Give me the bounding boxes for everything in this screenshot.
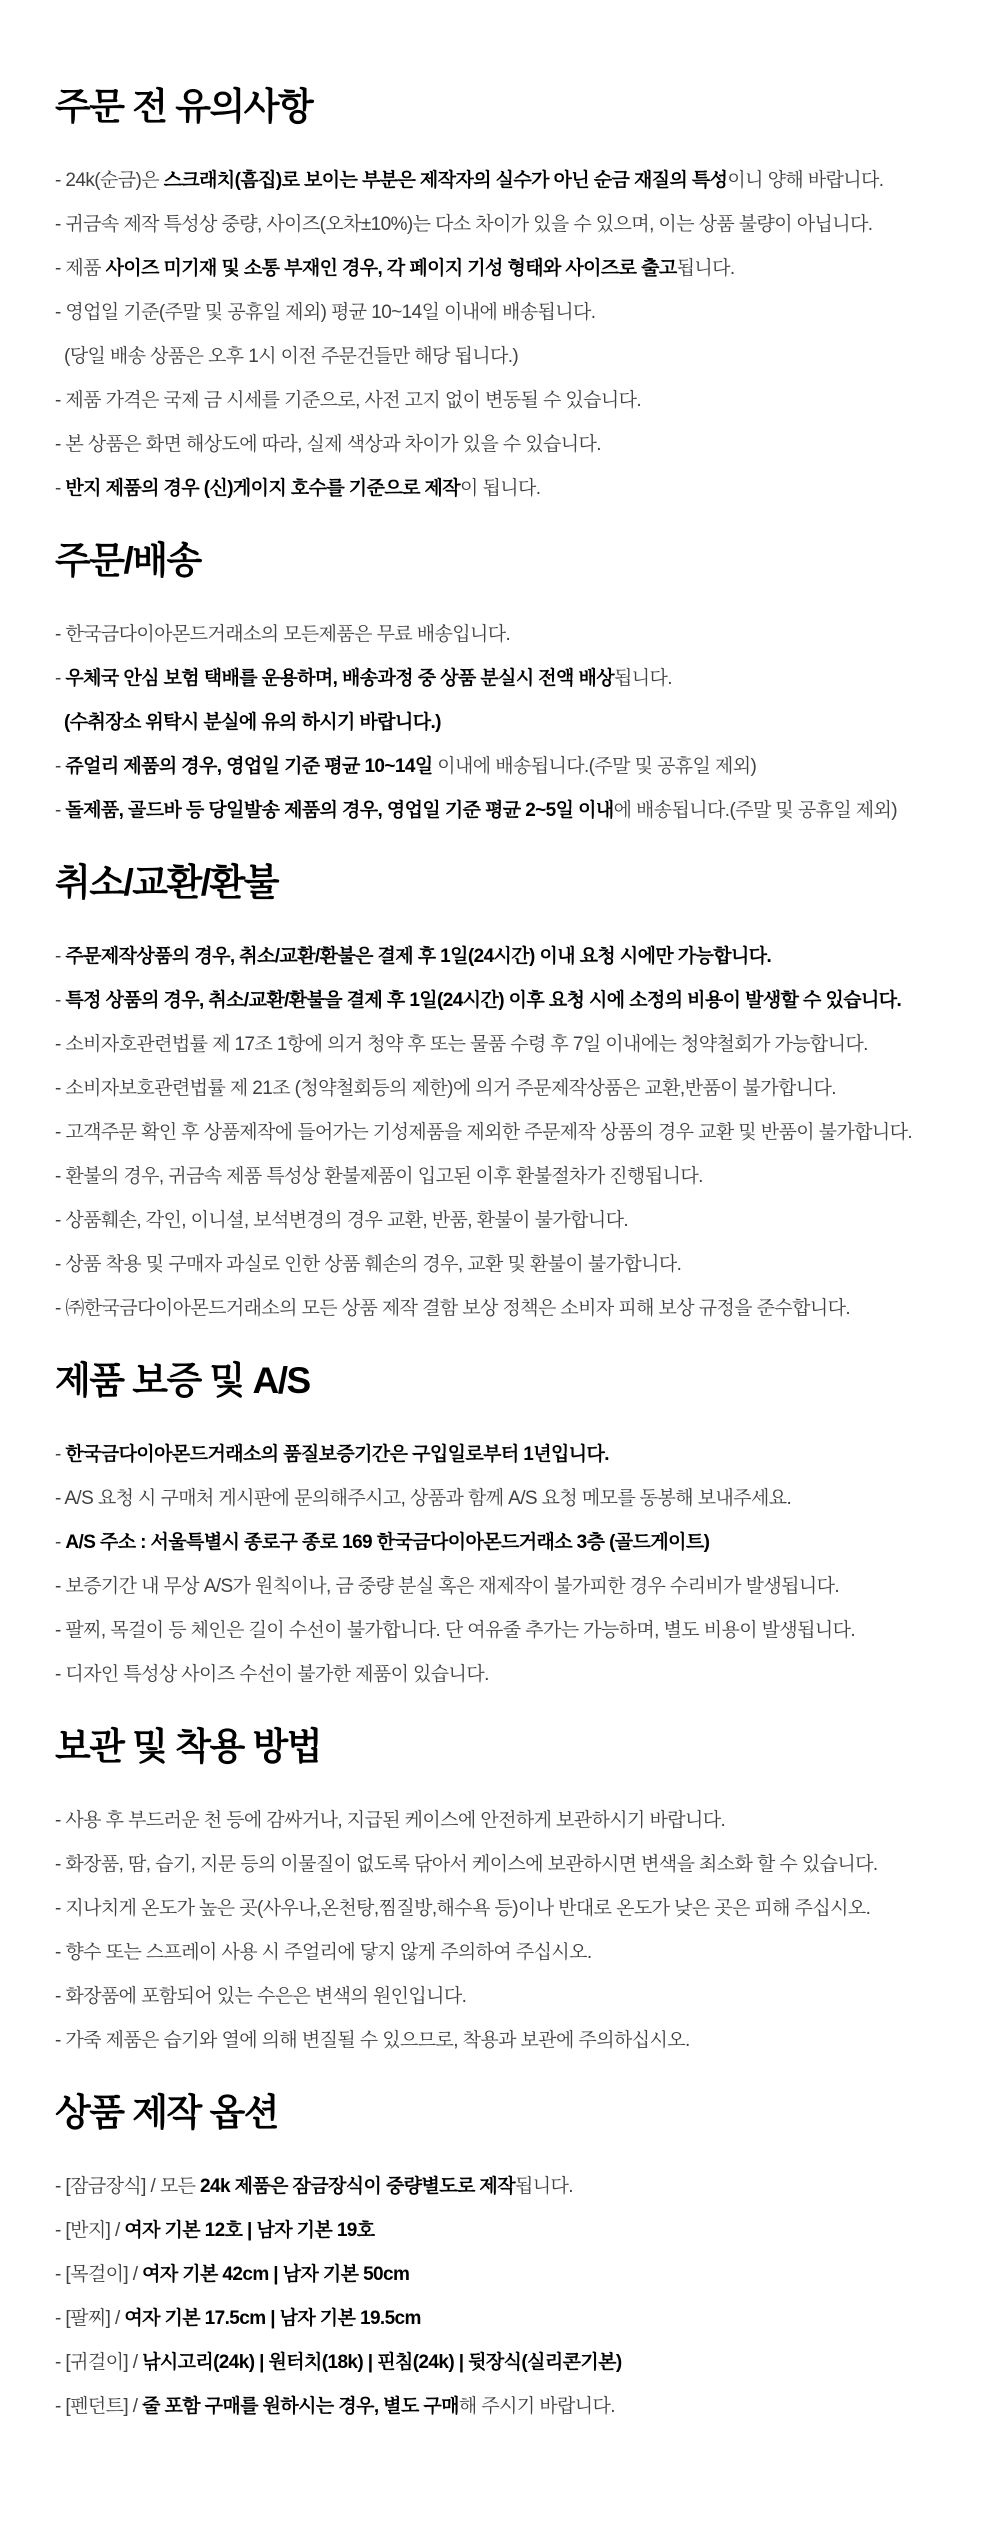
notice-text: - 화장품, 땀, 습기, 지문 등의 이물질이 없도록 닦아서 케이스에 보관하시면 변색을 최소화 할 수 있습니다.: [55, 1854, 878, 1875]
notice-text: - 소비자호관련법률 제 17조 1항에 의거 청약 후 또는 물품 수령 후 7일 이내에는 청약철회가 가능합니다.: [55, 1034, 868, 1055]
notice-text: - 화장품에 포함되어 있는 수은은 변색의 원인입니다.: [55, 1986, 467, 2007]
notice-text: - 제품 가격은 국제 금 시세를 기준으로, 사전 고지 없이 변동될 수 있습니다.: [55, 390, 642, 411]
notice-text: -: [55, 990, 66, 1011]
section-pre-order-notices: [55, 85, 970, 501]
notice-item: [55, 755, 970, 779]
notice-text: - 상품 착용 및 구매자 과실로 인한 상품 훼손의 경우, 교환 및 환불이 불가합니다.: [55, 1254, 682, 1275]
notice-text-bold: (수취장소 위탁시 분실에 유의 하시기 바랍니다.): [64, 712, 441, 733]
notice-text: - [잠금장식] / 모든: [55, 2176, 201, 2197]
notice-text: - 24k(순금)은: [55, 170, 164, 191]
notice-item: [55, 1897, 970, 1921]
notice-text-bold: 여자 기본 42cm | 남자 기본 50cm: [142, 2264, 410, 2285]
notice-item: [55, 389, 970, 413]
notice-text-bold: 쥬얼리 제품의 경우, 영업일 기준 평균 10~14일: [65, 756, 433, 777]
section-storage-wearing: [55, 1725, 970, 2053]
notice-text: - ㈜한국금다이아몬드거래소의 모든 상품 제작 결함 보상 정책은 소비자 피해 보상 규정을 준수합니다.: [55, 1298, 851, 1319]
notice-text: 됩니다.: [614, 668, 672, 689]
notice-text: -: [55, 946, 66, 967]
notice-item: [55, 169, 970, 193]
notice-text: - 본 상품은 화면 해상도에 따라, 실제 색상과 차이가 있을 수 있습니다.: [55, 434, 601, 455]
notice-text: 됩니다.: [514, 2176, 573, 2197]
notice-text: - 지나치게 온도가 높은 곳(사우나,온천탕,찜질방,해수욕 등)이나 반대로 온도가 낮은 곳은 피해 주십시오.: [55, 1898, 871, 1919]
notice-text: - [팔찌] /: [55, 2308, 125, 2329]
notice-item: [55, 1033, 970, 1057]
notice-text-bold: 여자 기본 17.5cm | 남자 기본 19.5cm: [124, 2308, 421, 2329]
notice-text-bold: 여자 기본 12호 | 남자 기본 19호: [124, 2220, 375, 2241]
section-title-product-options: 상품 제작 옵션: [55, 2092, 279, 2133]
section-title-order-shipping: 주문/배송: [55, 540, 201, 581]
notice-item: [55, 1487, 970, 1511]
notice-text: -: [55, 800, 66, 821]
notice-text: - 소비자보호관련법률 제 21조 (청약철회등의 제한)에 의거 주문제작상품은 교환,반품이 불가합니다.: [55, 1078, 836, 1099]
notice-text: (당일 배송 상품은 오후 1시 이전 주문건들만 해당 됩니다.): [64, 346, 519, 367]
notice-text-bold: 줄 포함 구매를 원하시는 경우, 별도 구매: [142, 2396, 459, 2417]
notice-item: [55, 1253, 970, 1277]
notice-text-bold: A/S 주소 : 서울특별시 종로구 종로 169 한국금다이아몬드거래소 3층 (골드게이트): [65, 1532, 710, 1553]
notice-text: 에 배송됩니다.(주말 및 공휴일 제외): [613, 800, 897, 821]
notice-item: [55, 1165, 970, 1189]
notice-item: [55, 1531, 970, 1555]
notice-text: 이 됩니다.: [460, 478, 541, 499]
notice-item: [55, 1985, 970, 2009]
section-product-options: [55, 2091, 970, 2419]
notice-text: - [펜던트] /: [55, 2396, 143, 2417]
notice-text: 이내에 배송됩니다.(주말 및 공휴일 제외): [432, 756, 757, 777]
notice-item: [55, 1077, 970, 1101]
notice-item: [55, 2395, 970, 2419]
notice-item: [55, 1663, 970, 1687]
notice-item: [55, 1297, 970, 1321]
notice-text: -: [55, 1444, 66, 1465]
notice-text: -: [55, 668, 66, 689]
notice-text: - 디자인 특성상 사이즈 수선이 불가한 제품이 있습니다.: [55, 1664, 489, 1685]
notice-item: [55, 2263, 970, 2287]
notice-text: - [귀걸이] /: [55, 2352, 143, 2373]
notice-text-bold: 특정 상품의 경우, 취소/교환/환불을 결제 후 1일(24시간) 이후 요청 시에 소정의 비용이 발생할 수 있습니다.: [65, 990, 902, 1011]
notice-text: -: [55, 756, 66, 777]
notice-text: - [목걸이] /: [55, 2264, 143, 2285]
notice-text: - 영업일 기준(주말 및 공휴일 제외) 평균 10~14일 이내에 배송됩니다.: [55, 302, 596, 323]
notice-text-bold: 돌제품, 골드바 등 당일발송 제품의 경우, 영업일 기준 평균 2~5일 이내: [65, 800, 614, 821]
notice-item: [55, 799, 970, 823]
notice-text: 됩니다.: [676, 258, 735, 279]
notice-text: 해 주시기 바랍니다.: [458, 2396, 615, 2417]
section-title-storage-wearing: 보관 및 착용 방법: [55, 1726, 322, 1767]
notice-text: - [반지] /: [55, 2220, 125, 2241]
notice-item: [55, 711, 970, 735]
notice-item: [55, 477, 970, 501]
notice-item: [55, 2029, 970, 2053]
notice-text: - 사용 후 부드러운 천 등에 감싸거나, 지급된 케이스에 안전하게 보관하시기 바랍니다.: [55, 1810, 726, 1831]
notice-item: [55, 945, 970, 969]
notice-item: [55, 433, 970, 457]
notice-text-bold: 주문제작상품의 경우, 취소/교환/환불은 결제 후 1일(24시간) 이내 요청 시에만 가능합니다.: [65, 946, 772, 967]
notice-item: [55, 213, 970, 237]
notice-item: [55, 2307, 970, 2331]
notice-text: - 보증기간 내 무상 A/S가 원칙이나, 금 중량 분실 혹은 재제작이 불가피한 경우 수리비가 발생됩니다.: [55, 1576, 840, 1597]
section-title-pre-order-notices: 주문 전 유의사항: [55, 86, 313, 127]
notice-text-bold: 한국금다이아몬드거래소의 품질보증기간은 구입일로부터 1년입니다.: [65, 1444, 609, 1465]
notice-text: -: [55, 1532, 66, 1553]
notice-text: - 제품: [55, 258, 106, 279]
section-cancel-exchange-refund: [55, 861, 970, 1321]
notice-text: - 고객주문 확인 후 상품제작에 들어가는 기성제품을 제외한 주문제작 상품의 경우 교환 및 반품이 불가합니다.: [55, 1122, 913, 1143]
notice-item: [55, 1809, 970, 1833]
notice-item: [55, 1575, 970, 1599]
notice-item: [55, 257, 970, 281]
notice-text: - A/S 요청 시 구매처 게시판에 문의해주시고, 상품과 함께 A/S 요청 메모를 동봉해 보내주세요.: [55, 1488, 792, 1509]
notice-item: [55, 989, 970, 1013]
notice-item: [55, 623, 970, 647]
notice-item: [55, 1853, 970, 1877]
notice-text-bold: 반지 제품의 경우 (신)게이지 호수를 기준으로 제작: [65, 478, 461, 499]
notice-item: [55, 2219, 970, 2243]
notice-item: [55, 1121, 970, 1145]
notice-item: [55, 1941, 970, 1965]
notice-text-bold: 사이즈 미기재 및 소통 부재인 경우, 각 페이지 기성 형태와 사이즈로 출고: [105, 258, 677, 279]
notice-item: [55, 1443, 970, 1467]
section-order-shipping: [55, 539, 970, 823]
notice-item: [55, 2175, 970, 2199]
notice-text: - 팔찌, 목걸이 등 체인은 길이 수선이 불가합니다. 단 여유줄 추가는 가능하며, 별도 비용이 발생됩니다.: [55, 1620, 856, 1641]
notice-text: - 가죽 제품은 습기와 열에 의해 변질될 수 있으므로, 착용과 보관에 주의하십시오.: [55, 2030, 690, 2051]
notice-item: [55, 301, 970, 325]
notice-item: [55, 2351, 970, 2375]
section-title-warranty-as: 제품 보증 및 A/S: [55, 1360, 310, 1401]
notice-text: -: [55, 478, 66, 499]
notice-text-bold: 스크래치(흠집)로 보이는 부분은 제작자의 실수가 아닌 순금 재질의 특성: [163, 170, 728, 191]
section-title-cancel-exchange-refund: 취소/교환/환불: [55, 862, 279, 903]
notice-text: - 환불의 경우, 귀금속 제품 특성상 환불제품이 입고된 이후 환불절차가 진행됩니다.: [55, 1166, 703, 1187]
section-warranty-as: [55, 1359, 970, 1687]
notice-text: - 귀금속 제작 특성상 중량, 사이즈(오차±10%)는 다소 차이가 있을 수 있으며, 이는 상품 불량이 아닙니다.: [55, 214, 873, 235]
notice-item: [55, 1209, 970, 1233]
notice-text-bold: 24k 제품은 잠금장식이 중량별도로 제작: [200, 2176, 515, 2197]
notice-text: - 향수 또는 스프레이 사용 시 주얼리에 닿지 않게 주의하여 주십시오.: [55, 1942, 592, 1963]
notice-item: [55, 345, 970, 369]
notice-text: - 한국금다이아몬드거래소의 모든제품은 무료 배송입니다.: [55, 624, 511, 645]
notice-text: - 상품훼손, 각인, 이니셜, 보석변경의 경우 교환, 반품, 환불이 불가합니다.: [55, 1210, 629, 1231]
notice-text-bold: 낚시고리(24k) | 원터치(18k) | 핀침(24k) | 뒷장식(실리콘기본): [142, 2352, 622, 2373]
notice-item: [55, 1619, 970, 1643]
notice-text-bold: 우체국 안심 보험 택배를 운용하며, 배송과정 중 상품 분실시 전액 배상: [65, 668, 614, 689]
notice-item: [55, 667, 970, 691]
notice-text: 이니 양해 바랍니다.: [727, 170, 884, 191]
